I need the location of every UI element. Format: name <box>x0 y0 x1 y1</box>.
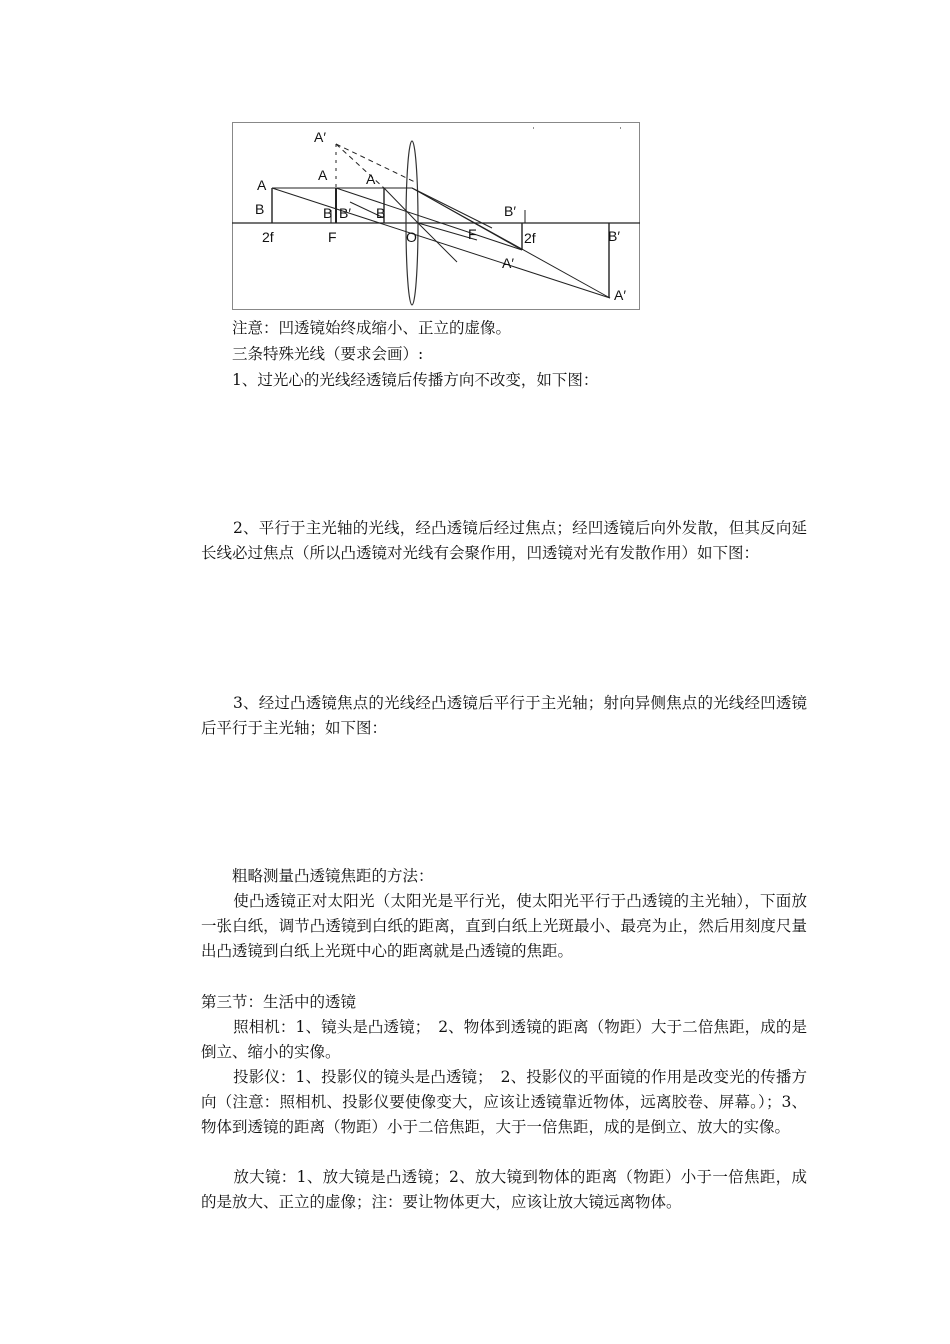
lens-imaging-diagram <box>232 122 640 310</box>
ray-rule-3-paragraph <box>201 691 807 741</box>
camera-paragraph <box>201 1015 807 1065</box>
label-A1: A <box>257 177 267 193</box>
label-A2: A <box>318 167 328 183</box>
diagram-frame <box>233 123 640 310</box>
label-A-prime-virtual: A′ <box>314 129 326 145</box>
section-3-heading: 第三节：生活中的透镜 <box>201 993 357 1011</box>
label-B-prime-far: B′ <box>608 228 620 244</box>
projector-paragraph <box>201 1065 807 1140</box>
ray-rule-3: 3、经过凸透镜焦点的光线经凸透镜后平行于主光轴；射向异侧焦点的光线经凹透镜后平行于主光轴；如下图： <box>201 694 807 737</box>
magnifier-text: 放大镜：1、放大镜是凸透镜；2、放大镜到物体的距离（物距）小于一倍焦距，成的是放大、正立的虚像；注：要让物体更大，应该让放大镜远离物体。 <box>201 1168 807 1211</box>
label-B-prime-virtual: B′ <box>339 205 351 221</box>
projector-text: 投影仪：1、投影仪的镜头是凸透镜； 2、投影仪的平面镜的作用是改变光的传播方向（注意：照相机、投影仪要使像变大，应该让透镜靠近物体，远离胶卷、屏幕。）；3、物体到透镜的距离（物距）小于二倍焦距，大于一倍焦距，成的是倒立、放大的实像。 <box>201 1068 807 1136</box>
label-F-left: F <box>328 229 337 245</box>
ray-rule-2: 2、平行于主光轴的光线，经凸透镜后经过焦点；经凹透镜后向外发散，但其反向延长线必过焦点（所以凸透镜对光线有会聚作用，凹透镜对光有发散作用）如下图： <box>201 519 807 562</box>
magnifier-paragraph <box>201 1165 807 1215</box>
label-2f-right: 2f <box>524 230 536 246</box>
lens-diagram-svg <box>232 122 640 310</box>
ray-rule-2-paragraph <box>201 516 807 566</box>
label-A3: A <box>366 171 376 187</box>
label-B3: B <box>376 205 386 221</box>
label-O: O <box>406 229 417 245</box>
concave-lens-note: 注意：凹透镜始终成缩小、正立的虚像。 <box>232 319 512 337</box>
focal-method-paragraph <box>201 889 807 964</box>
focal-method-title: 粗略测量凸透镜焦距的方法： <box>232 867 434 885</box>
label-2f-left: 2f <box>262 229 274 245</box>
label-A-prime-mid: A′ <box>502 255 514 271</box>
ray-rule-1: 1、过光心的光线经透镜后传播方向不改变，如下图： <box>232 371 599 389</box>
label-B-prime-mid: B′ <box>504 203 516 219</box>
label-A-prime-far: A′ <box>614 287 626 303</box>
label-B1: B <box>255 201 265 217</box>
focal-method-body: 使凸透镜正对太阳光（太阳光是平行光，使太阳光平行于凸透镜的主光轴），下面放一张白纸，调节凸透镜到白纸的距离，直到白纸上光斑最小、最亮为止，然后用刻度尺量出凸透镜到白纸上光斑中心的距离就是凸透镜的焦距。 <box>201 892 807 960</box>
label-F-right: F <box>468 226 477 242</box>
camera-text: 照相机：1、镜头是凸透镜； 2、物体到透镜的距离（物距）大于二倍焦距，成的是倒立、缩小的实像。 <box>201 1018 807 1061</box>
label-B2: B <box>323 205 333 221</box>
three-rays-title: 三条特殊光线（要求会画）: <box>232 345 424 363</box>
